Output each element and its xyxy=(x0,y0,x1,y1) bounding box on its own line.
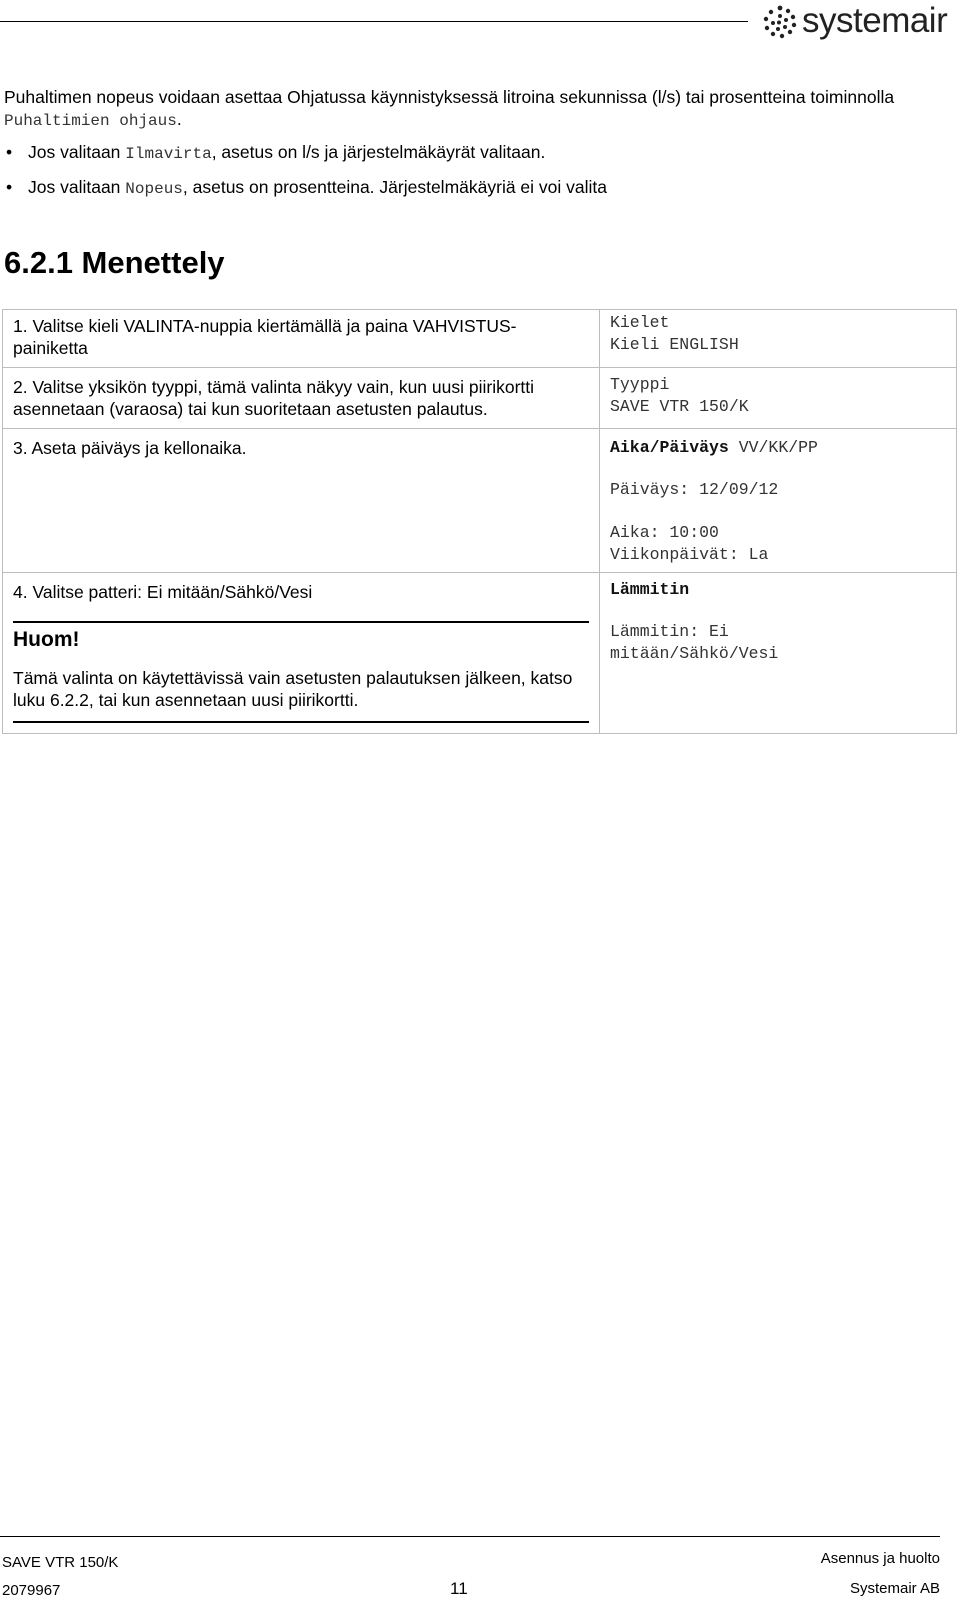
step-text-cell: 3. Aseta päiväys ja kellonaika. xyxy=(3,429,600,573)
note-title: Huom! xyxy=(13,628,80,651)
bullet-dot: • xyxy=(6,142,13,162)
bullet-dot: • xyxy=(6,177,13,197)
note-top-rule xyxy=(13,621,589,623)
table-row xyxy=(3,429,957,573)
list-item: • Jos valitaan Ilmavirta, asetus on l/s ja järjestelmäkäyrät valitaan. xyxy=(6,142,546,163)
footer-model: SAVE VTR 150/K xyxy=(2,1554,119,1571)
procedure-table xyxy=(2,309,957,734)
display-screen-cell: Aika/Päiväys VV/KK/PP Päiväys: 12/09/12 Aika: 10:00 Viikonpäivät: La xyxy=(600,429,957,573)
brand-logo xyxy=(762,0,952,42)
step-text-cell: 4. Valitse patteri: Ei mitään/Sähkö/Vesi Huom! Tämä valinta on käytettävissä vain asetusten palautuksen jälkeen, katso luku 6.2.2, tai kun asennetaan uusi piirikortti. xyxy=(3,573,600,734)
note-box xyxy=(3,621,599,733)
brand-name: systemair xyxy=(802,1,948,40)
bullet-list xyxy=(4,141,944,211)
step-text-cell: 2. Valitse yksikön tyyppi, tämä valinta näkyy vain, kun uusi piirikortti asennetaan (varaosa) tai kun suoritetaan asetusten palautus. xyxy=(3,368,600,429)
inline-code: Ilmavirta xyxy=(125,145,212,163)
section-title: 6.2.1 Menettely xyxy=(4,245,225,280)
footer-section: Asennus ja huolto xyxy=(820,1550,940,1567)
note-bottom-rule xyxy=(13,721,589,723)
display-screen-cell: Tyyppi SAVE VTR 150/K xyxy=(600,368,957,429)
footer-company: Systemair AB xyxy=(849,1580,940,1597)
footer-rule xyxy=(0,1536,940,1537)
table-row xyxy=(3,573,957,734)
list-item: • Jos valitaan Nopeus, asetus on prosentteina. Järjestelmäkäyriä ei voi valita xyxy=(6,177,607,198)
inline-code: Nopeus xyxy=(125,180,183,198)
page-number: 11 xyxy=(450,1579,468,1598)
systemair-dots-logo-icon xyxy=(762,4,798,40)
display-screen-cell: Kielet Kieli ENGLISH xyxy=(600,310,957,368)
display-screen-cell: Lämmitin Lämmitin: Ei mitään/Sähkö/Vesi xyxy=(600,573,957,734)
intro-paragraph: Puhaltimen nopeus voidaan asettaa Ohjatussa käynnistyksessä litroina sekunnissa (l/s) tai prosentteina toiminnolla Puhaltimien ohjaus. xyxy=(4,87,895,130)
note-body: Tämä valinta on käytettävissä vain asetusten palautuksen jälkeen, katso luku 6.2.2, tai kun asennetaan uusi piirikortti. xyxy=(13,668,573,710)
screen-title: Aika/Päiväys xyxy=(610,438,729,457)
table-row xyxy=(3,310,957,368)
screen-title: Lämmitin xyxy=(610,580,690,599)
header-rule xyxy=(0,21,748,22)
footer-doc-number: 2079967 xyxy=(2,1582,61,1599)
inline-code: Puhaltimien ohjaus xyxy=(4,112,177,130)
step-text-cell: 1. Valitse kieli VALINTA-nuppia kiertämällä ja paina VAHVISTUS-painiketta xyxy=(3,310,600,368)
table-row xyxy=(3,368,957,429)
